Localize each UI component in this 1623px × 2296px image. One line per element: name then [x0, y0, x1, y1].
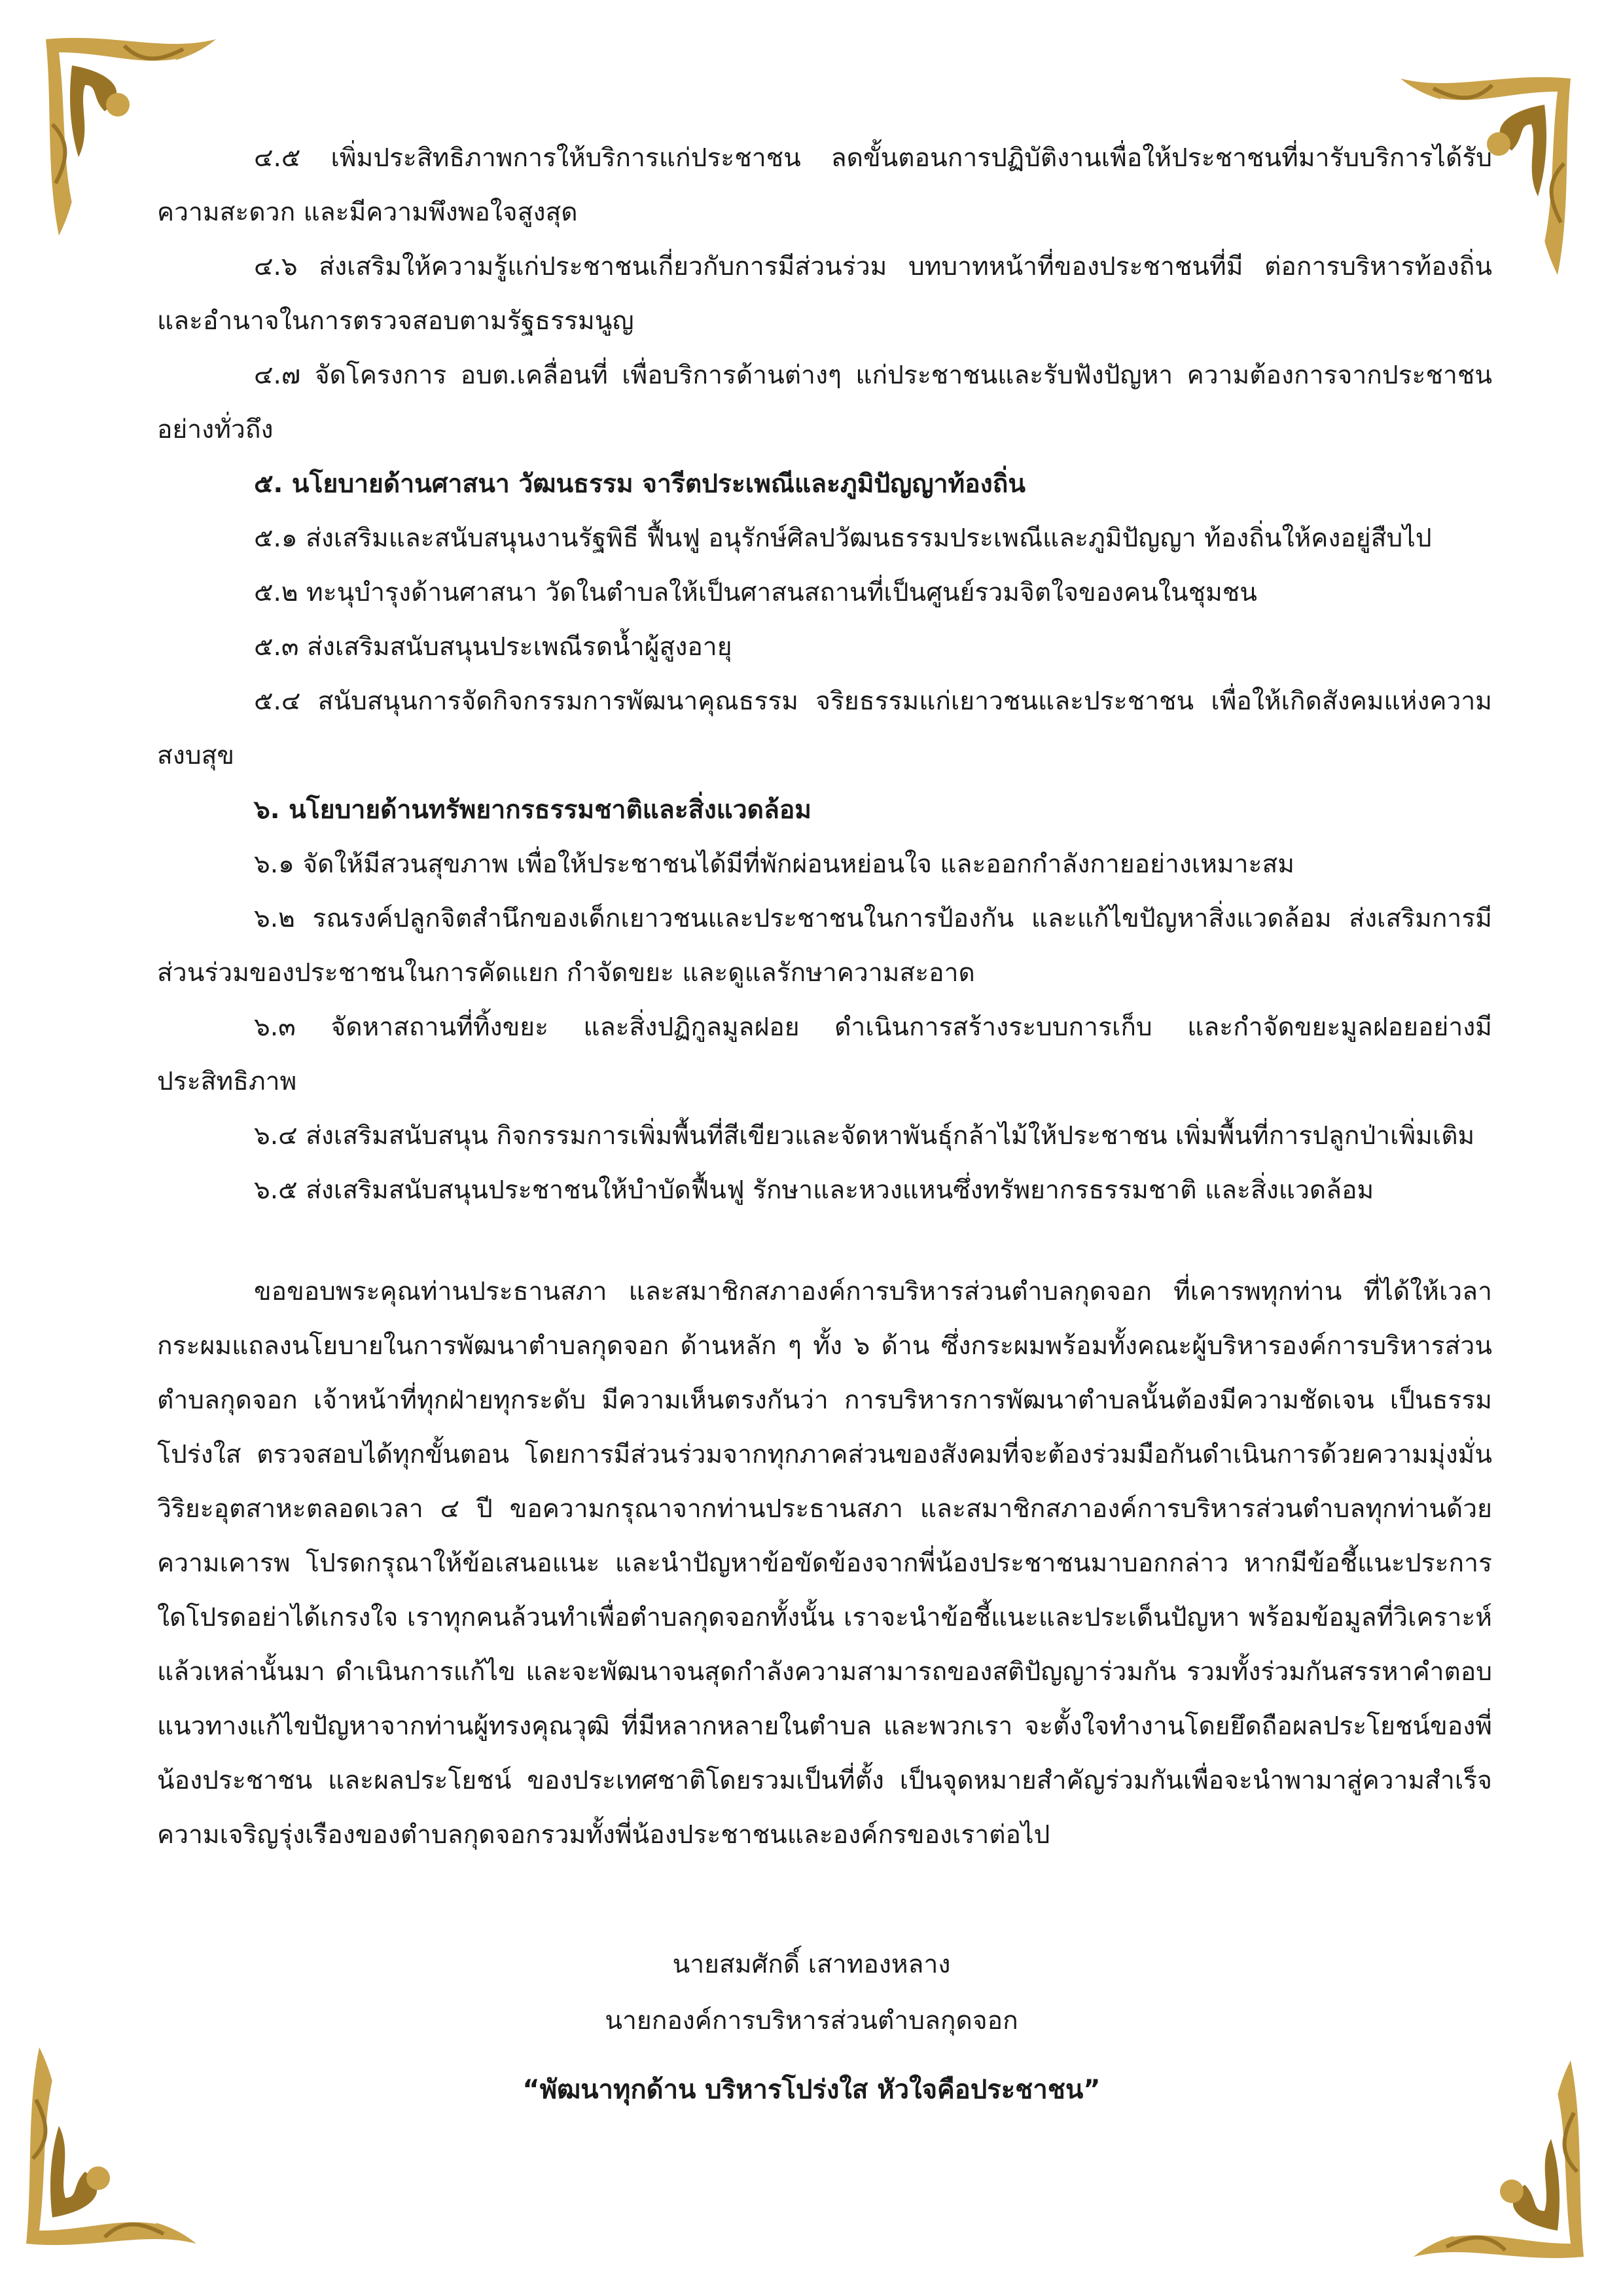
- policy-item: [157, 348, 1492, 457]
- item-text: ส่งเสริมให้ความรู้แก่ประชาชนเกี่ยวกับการมีส่วนร่วม บทบาทหน้าที่ของประชาชนที่มี ต่อการบริหารท้องถิ่นและอำนาจในการตรวจสอบตามรัฐธรรมนูญ: [157, 252, 1492, 336]
- item-text: ส่งเสริมสนับสนุน กิจกรรมการเพิ่มพื้นที่สีเขียวและจัดหาพันธุ์กล้าไม้ให้ประชาชน เพิ่มพื้นที่การปลูกป่าเพิ่มเติม: [306, 1121, 1475, 1151]
- item-number: ๔.๖: [254, 252, 298, 281]
- section-heading: ๕. นโยบายด้านศาสนา วัฒนธรรม จารีตประเพณีและภูมิปัญญาท้องถิ่น: [254, 469, 1026, 499]
- policy-item: [157, 891, 1492, 1000]
- item-number: ๔.๕: [254, 143, 301, 173]
- item-text: ส่งเสริมสนับสนุนประเพณีรดน้ำผู้สูงอายุ: [306, 632, 732, 662]
- document-body: [157, 131, 1492, 1862]
- item-text: ส่งเสริมและสนับสนุนงานรัฐพิธี ฟื้นฟู อนุรักษ์ศิลปวัฒนธรรมประเพณีและภูมิปัญญา ท้องถิ่นให้คงอยู่สืบไป: [306, 524, 1432, 553]
- item-number: ๕.๒: [254, 578, 298, 607]
- signatory-name: นายสมศักดิ์ เสาทองหลาง: [672, 1950, 951, 1979]
- item-number: ๖.๔: [254, 1121, 298, 1151]
- item-number: ๔.๗: [254, 361, 301, 390]
- policy-item: [157, 511, 1492, 565]
- slogan: “พัฒนาทุกด้าน บริหารโปร่งใส หัวใจคือประชาชน”: [522, 2075, 1101, 2105]
- item-text: จัดให้มีสวนสุขภาพ เพื่อให้ประชาชนได้มีที่พักผ่อนหย่อนใจ และออกกำลังกายอย่างเหมาะสม: [302, 850, 1294, 879]
- item-number: ๖.๒: [254, 904, 295, 933]
- item-number: ๖.๕: [254, 1175, 298, 1205]
- item-text: จัดโครงการ อบต.เคลื่อนที่ เพื่อบริการด้านต่างๆ แก่ประชาชนและรับฟังปัญหา ความต้องการจากประชาชนอย่างทั่วถึง: [157, 361, 1492, 444]
- policy-item: [157, 131, 1492, 240]
- policy-item: [157, 837, 1492, 891]
- policy-item: [157, 1109, 1492, 1163]
- policy-item: [157, 1000, 1492, 1109]
- policy-item: [157, 620, 1492, 674]
- item-number: ๕.๔: [254, 687, 301, 716]
- item-text: ทะนุบำรุงด้านศาสนา วัดในตำบลให้เป็นศาสนสถานที่เป็นศูนย์รวมจิตใจของคนในชุมชน: [306, 578, 1257, 607]
- item-number: ๖.๓: [254, 1013, 296, 1042]
- policy-item: [157, 674, 1492, 783]
- item-text: จัดหาสถานที่ทิ้งขยะ และสิ่งปฏิกูลมูลฝอย ดำเนินการสร้างระบบการเก็บ และกำจัดขยะมูลฝอยอย่างมีประสิทธิภาพ: [157, 1013, 1492, 1096]
- item-text: รณรงค์ปลูกจิตสำนึกของเด็กเยาวชนและประชาชนในการป้องกัน และแก้ไขปัญหาสิ่งแวดล้อม ส่งเสริมการมีส่วนร่วมของประชาชนในการคัดแยก กำจัดขยะ และดูแลรักษาความสะอาด: [157, 904, 1492, 988]
- closing-paragraph: ขอขอบพระคุณท่านประธานสภา และสมาชิกสภาองค์การบริหารส่วนตำบลกุดจอก ที่เคารพทุกท่าน ที่ได้ให้เวลากระผมแถลงนโยบายในการพัฒนาตำบลกุดจอก ด้านหลัก ๆ ทั้ง ๖ ด้าน ซึ่งกระผมพร้อมทั้งคณะผู้บริหารองค์การบริหารส่วนตำบลกุดจอก เจ้าหน้าที่ทุกฝ่ายทุกระดับ มีความเห็นตรงกันว่า การบริหารการพัฒนาตำบลนั้นต้องมีความชัดเจน เป็นธรรมโปร่งใส ตรวจสอบได้ทุกขั้นตอน โดยการมีส่วนร่วมจากทุกภาคส่วนของสังคมที่จะต้องร่วมมือกันดำเนินการด้วยความมุ่งมั่น วิริยะอุตสาหะตลอดเวลา ๔ ปี ขอความกรุณาจากท่านประธานสภา และสมาชิกสภาองค์การบริหารส่วนตำบลทุกท่านด้วยความเคารพ โปรดกรุณาให้ข้อเสนอแนะ และนำปัญหาข้อขัดข้องจากพี่น้องประชาชนมาบอกกล่าว หากมีข้อชี้แนะประการใดโปรดอย่าได้เกรงใจ เราทุกคนล้วนทำเพื่อตำบลกุดจอกทั้งนั้น เราจะนำข้อชี้แนะและประเด็นปัญหา พร้อมข้อมูลที่วิเคราะห์แล้วเหล่านั้นมา ดำเนินการแก้ไข และจะพัฒนาจนสุดกำลังความสามารถของสติปัญญาร่วมกัน รวมทั้งร่วมกันสรรหาคำตอบ แนวทางแก้ไขปัญหาจากท่านผู้ทรงคุณวุฒิ ที่มีหลากหลายในตำบล และพวกเรา จะตั้งใจทำงานโดยยึดถือผลประโยชน์ของพี่น้องประชาชน และผลประโยชน์ ของประเทศชาติโดยรวมเป็นที่ตั้ง เป็นจุดหมายสำคัญร่วมกันเพื่อจะนำพามาสู่ความสำเร็จ ความเจริญรุ่งเรืองของตำบลกุดจอกรวมทั้งพี่น้องประชาชนและองค์กรของเราต่อไป: [157, 1277, 1492, 1850]
- policy-item: [157, 565, 1492, 620]
- signatory-title: นายกองค์การบริหารส่วนตำบลกุดจอก: [605, 2006, 1018, 2036]
- item-number: ๕.๑: [254, 524, 298, 553]
- item-text: สนับสนุนการจัดกิจกรรมการพัฒนาคุณธรรม จริยธรรมแก่เยาวชนและประชาชน เพื่อให้เกิดสังคมแห่งความสงบสุข: [157, 687, 1492, 770]
- item-text: เพิ่มประสิทธิภาพการให้บริการแก่ประชาชน ลดขั้นตอนการปฏิบัติงานเพื่อให้ประชาชนที่มารับบริการได้รับความสะดวก และมีความพึงพอใจสูงสุด: [157, 143, 1492, 227]
- policy-item: [157, 240, 1492, 348]
- thai-kanok-corner-ornament-icon: [13, 2034, 209, 2257]
- item-text: ส่งเสริมสนับสนุนประชาชนให้บำบัดฟื้นฟู รักษาและหวงแหนซึ่งทรัพยากรธรรมชาติ และสิ่งแวดล้อม: [306, 1175, 1374, 1205]
- item-number: ๖.๑: [254, 850, 294, 879]
- policy-item: [157, 1163, 1492, 1217]
- item-number: ๕.๓: [254, 632, 299, 662]
- section-heading: ๖. นโยบายด้านทรัพยากรธรรมชาติและสิ่งแวดล้อม: [254, 795, 812, 825]
